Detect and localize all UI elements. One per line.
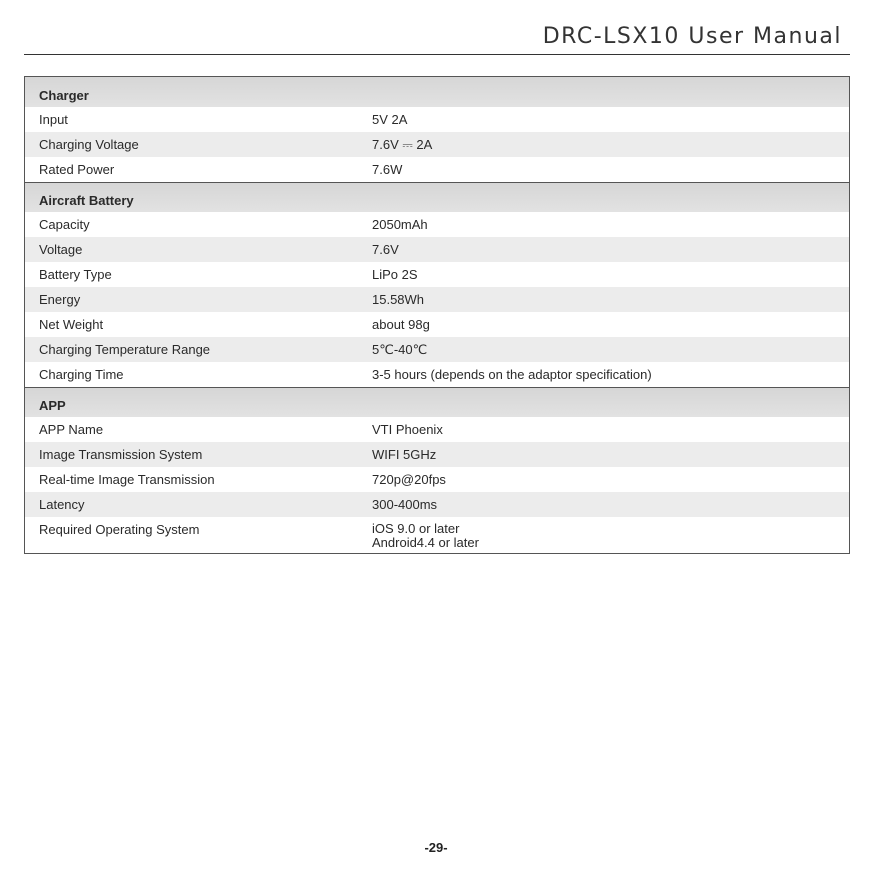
section-header-app: APP — [25, 387, 849, 417]
table-row — [25, 287, 849, 312]
row-label: Voltage — [39, 242, 83, 257]
row-label: Rated Power — [39, 162, 115, 177]
row-value: 7.6V — [372, 241, 399, 257]
row-label: Latency — [39, 497, 85, 512]
table-row — [25, 262, 849, 287]
table-row — [25, 312, 849, 337]
row-label: Real-time Image Transmission — [39, 472, 215, 487]
row-value-line: iOS 9.0 or later — [372, 521, 460, 536]
table-row — [25, 237, 849, 262]
table-row — [25, 467, 849, 492]
row-label: Image Transmission System — [39, 447, 203, 462]
row-value: 5℃-40℃ — [372, 341, 428, 357]
row-value: about 98g — [372, 316, 430, 332]
row-value: 3-5 hours (depends on the adaptor specification) — [372, 366, 652, 382]
table-row — [25, 107, 849, 132]
table-row — [25, 132, 849, 157]
row-label: Capacity — [39, 217, 90, 232]
row-value: 7.6W — [372, 161, 403, 177]
table-row — [25, 362, 849, 387]
table-row — [25, 517, 849, 553]
section-header-charger: Charger — [25, 77, 849, 107]
page-number: -29- — [424, 840, 448, 855]
table-row — [25, 212, 849, 237]
row-value: 720p@20fps — [372, 471, 446, 487]
manual-title: DRC-LSX10 User Manual — [542, 24, 842, 49]
row-value-line: Android4.4 or later — [372, 535, 479, 550]
table-row — [25, 337, 849, 362]
row-label: Energy — [39, 292, 81, 307]
row-label: Battery Type — [39, 267, 112, 282]
header-rule — [24, 54, 850, 55]
row-value: 7.6V ⎓ 2A — [372, 136, 433, 152]
row-value: 15.58Wh — [372, 291, 425, 307]
table-row — [25, 442, 849, 467]
row-label: Required Operating System — [39, 522, 200, 537]
row-value: 2050mAh — [372, 216, 428, 232]
row-label: Input — [39, 112, 68, 127]
table-row — [25, 492, 849, 517]
row-value: 300-400ms — [372, 496, 438, 512]
row-value: WIFI 5GHz — [372, 446, 437, 462]
row-label: Net Weight — [39, 317, 104, 332]
row-value: VTI Phoenix — [372, 421, 443, 437]
row-value: LiPo 2S — [372, 266, 418, 282]
row-label: Charging Temperature Range — [39, 342, 211, 357]
section-header-aircraft-battery: Aircraft Battery — [25, 182, 849, 212]
row-label: Charging Voltage — [39, 137, 139, 152]
row-value — [372, 522, 849, 550]
table-row — [25, 417, 849, 442]
row-label: Charging Time — [39, 367, 124, 382]
spec-table — [24, 76, 850, 554]
row-value: 5V 2A — [372, 111, 408, 127]
row-label: APP Name — [39, 422, 104, 437]
table-row — [25, 157, 849, 182]
